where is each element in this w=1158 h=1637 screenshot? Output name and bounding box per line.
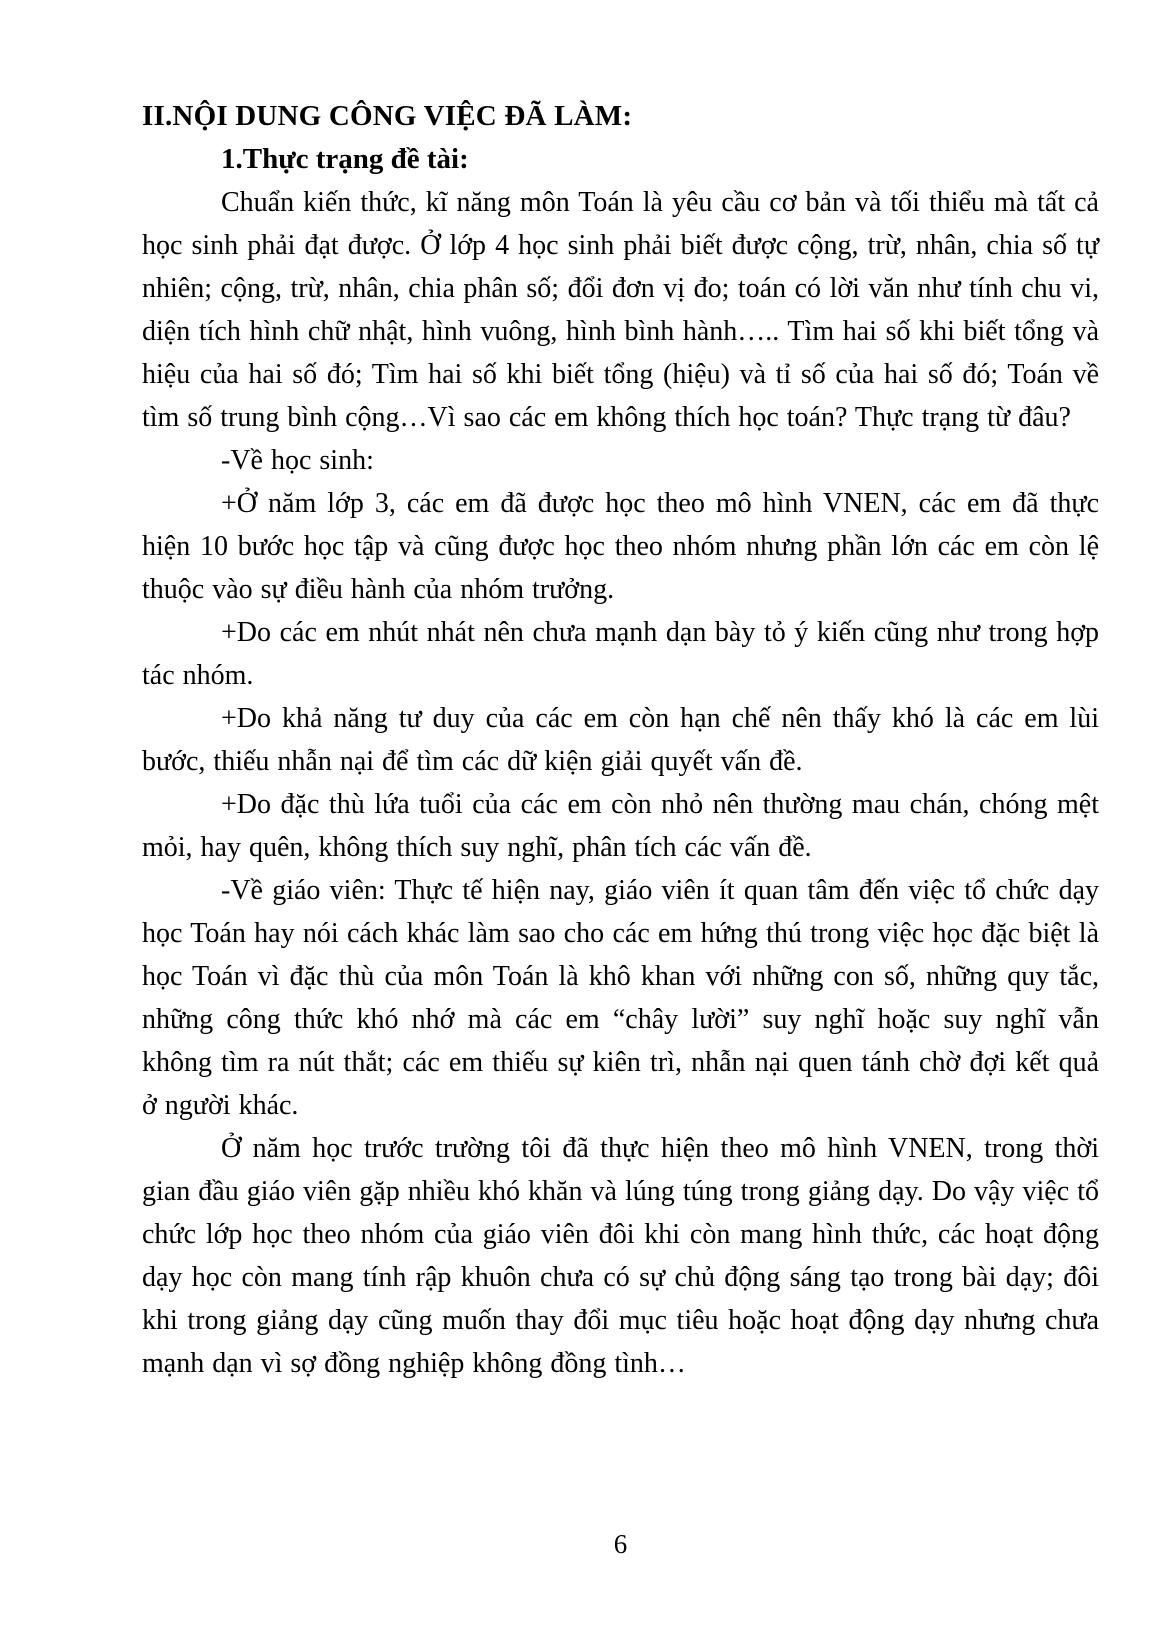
paragraph-previous-year: Ở năm học trước trường tôi đã thực hiện theo mô hình VNEN, trong thời gian đầu giáo viên gặp nhiều khó khăn và lúng túng trong giảng dạy. Do vậy việc tổ chức lớp học theo nhóm của giáo viên đôi khi còn mang hình thức, các hoạt động dạy học còn mang tính rập khuôn chưa có sự chủ động sáng tạo trong bài dạy; đôi khi trong giảng dạy cũng muốn thay đổi mục tiêu hoặc hoạt động dạy nhưng chưa mạnh dạn vì sợ đồng nghiệp không đồng tình… bbox=[142, 1133, 1099, 1379]
paragraph-student-point-3: +Do khả năng tư duy của các em còn hạn chế nên thấy khó là các em lùi bước, thiếu nhẫn nại để tìm các dữ kiện giải quyết vấn đề. bbox=[142, 703, 1099, 777]
page-number: 6 bbox=[613, 1529, 628, 1559]
paragraph-student-point-2: +Do các em nhút nhát nên chưa mạnh dạn bày tỏ ý kiến cũng như trong hợp tác nhóm. bbox=[142, 617, 1099, 691]
subsection-heading: 1.Thực trạng đề tài: bbox=[221, 143, 469, 175]
paragraph-student-point-1: +Ở năm lớp 3, các em đã được học theo mô hình VNEN, các em đã thực hiện 10 bước học tập và cũng được học theo nhóm nhưng phần lớn các em còn lệ thuộc vào sự điều hành của nhóm trưởng. bbox=[142, 488, 1099, 605]
paragraph-student-point-4: +Do đặc thù lứa tuổi của các em còn nhỏ nên thường mau chán, chóng mệt mỏi, hay quên, không thích suy nghĩ, phân tích các vấn đề. bbox=[142, 789, 1099, 863]
paragraph-current-situation: Chuẩn kiến thức, kĩ năng môn Toán là yêu cầu cơ bản và tối thiểu mà tất cả học sinh phải đạt được. Ở lớp 4 học sinh phải biết được cộng, trừ, nhân, chia số tự nhiên; cộng, trừ, nhân, chia phân số; đổi đơn vị đo; toán có lời văn như tính chu vi, diện tích hình chữ nhật, hình vuông, hình bình hành….. Tìm hai số khi biết tổng và hiệu của hai số đó; Tìm hai số khi biết tổng (hiệu) và tỉ số của hai số đó; Toán về tìm số trung bình cộng…Vì sao các em không thích học toán? Thực trạng từ đâu? bbox=[142, 187, 1099, 433]
paragraph-students-label: -Về học sinh: bbox=[221, 445, 374, 476]
paragraph-teachers: -Về giáo viên: Thực tế hiện nay, giáo viên ít quan tâm đến việc tổ chức dạy học Toán hay nói cách khác làm sao cho các em hứng thú trong việc học đặc biệt là học Toán vì đặc thù của môn Toán là khô khan với những con số, những quy tắc, những công thức khó nhớ mà các em “chây lười” suy nghĩ hoặc suy nghĩ vẫn không tìm ra nút thắt; các em thiếu sự kiên trì, nhẫn nại quen tánh chờ đợi kết quả ở người khác. bbox=[142, 875, 1099, 1121]
section-heading: II.NỘI DUNG CÔNG VIỆC ĐÃ LÀM: bbox=[142, 100, 633, 132]
document-body bbox=[142, 95, 1099, 1385]
